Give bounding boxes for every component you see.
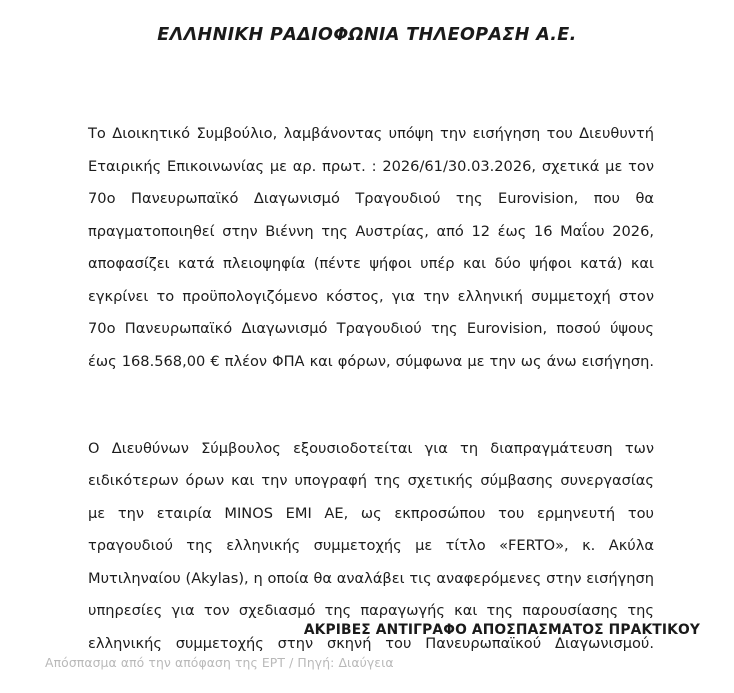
paragraph-decision: Το Διοικητικό Συμβούλιο, λαμβάνοντας υπόψη την εισήγηση του Διευθυντή Εταιρικής Επικοινωνίας με αρ. πρωτ. : 2026/61/30.03.2026, σχετικά με τον 70ο Πανευρωπαϊκό Διαγωνισμό Τραγουδιού της Eurovision, που θα πραγματοποιηθεί στην Βιέννη της Αυστρίας, από 12 έως 16 Μαΐου 2026, αποφασίζει κατά πλειοψηφία (πέντε ψήφοι υπέρ και δύο ψήφοι κατά) και εγκρίνει το προϋπολογιζόμενο κόστος, για την ελληνική συμμετοχή στον 70ο Πανευρωπαϊκό Διαγωνισμό Τραγουδιού της Eurovision, ποσού ύψους έως 168.568,00 € πλέον ΦΠΑ και φόρων, σύμφωνα με την ως άνω εισήγηση. — [88, 125, 654, 370]
paragraph-authorization: Ο Διευθύνων Σύμβουλος εξουσιοδοτείται για τη διαπραγμάτευση των ειδικότερων όρων και την υπογραφή της σχετικής σύμβασης συνεργασίας με την εταιρία MINOS EMI ΑΕ, ως εκπροσώπου του ερμηνευτή του τραγουδιού της ελληνικής συμμετοχής με τίτλο «FERTO», κ. Ακύλα Μυτιληναίου (Akylas), η οποία θα αναλάβει τις αναφερόμενες στην εισήγηση υπηρεσίες για τον σχεδιασμό της παραγωγής και της παρουσίασης της ελληνικής συμμετοχής στην σκηνή του Πανευρωπαϊκού Διαγωνισμού. — [88, 439, 654, 652]
signature-line: ΑΚΡΙΒΕΣ ΑΝΤΙΓΡΑΦΟ ΑΠΟΣΠΑΣΜΑΤΟΣ ΠΡΑΚΤΙΚΟΥ — [303, 622, 700, 638]
page-title: ΕΛΛΗΝΙΚΗ ΡΑΔΙΟΦΩΝΙΑ ΤΗΛΕΟΡΑΣΗ Α.Ε. — [157, 25, 577, 45]
source-caption: Απόσπασμα από την απόφαση της ΕΡΤ / Πηγή: Διαύγεια — [45, 655, 394, 670]
document-body — [88, 118, 654, 693]
